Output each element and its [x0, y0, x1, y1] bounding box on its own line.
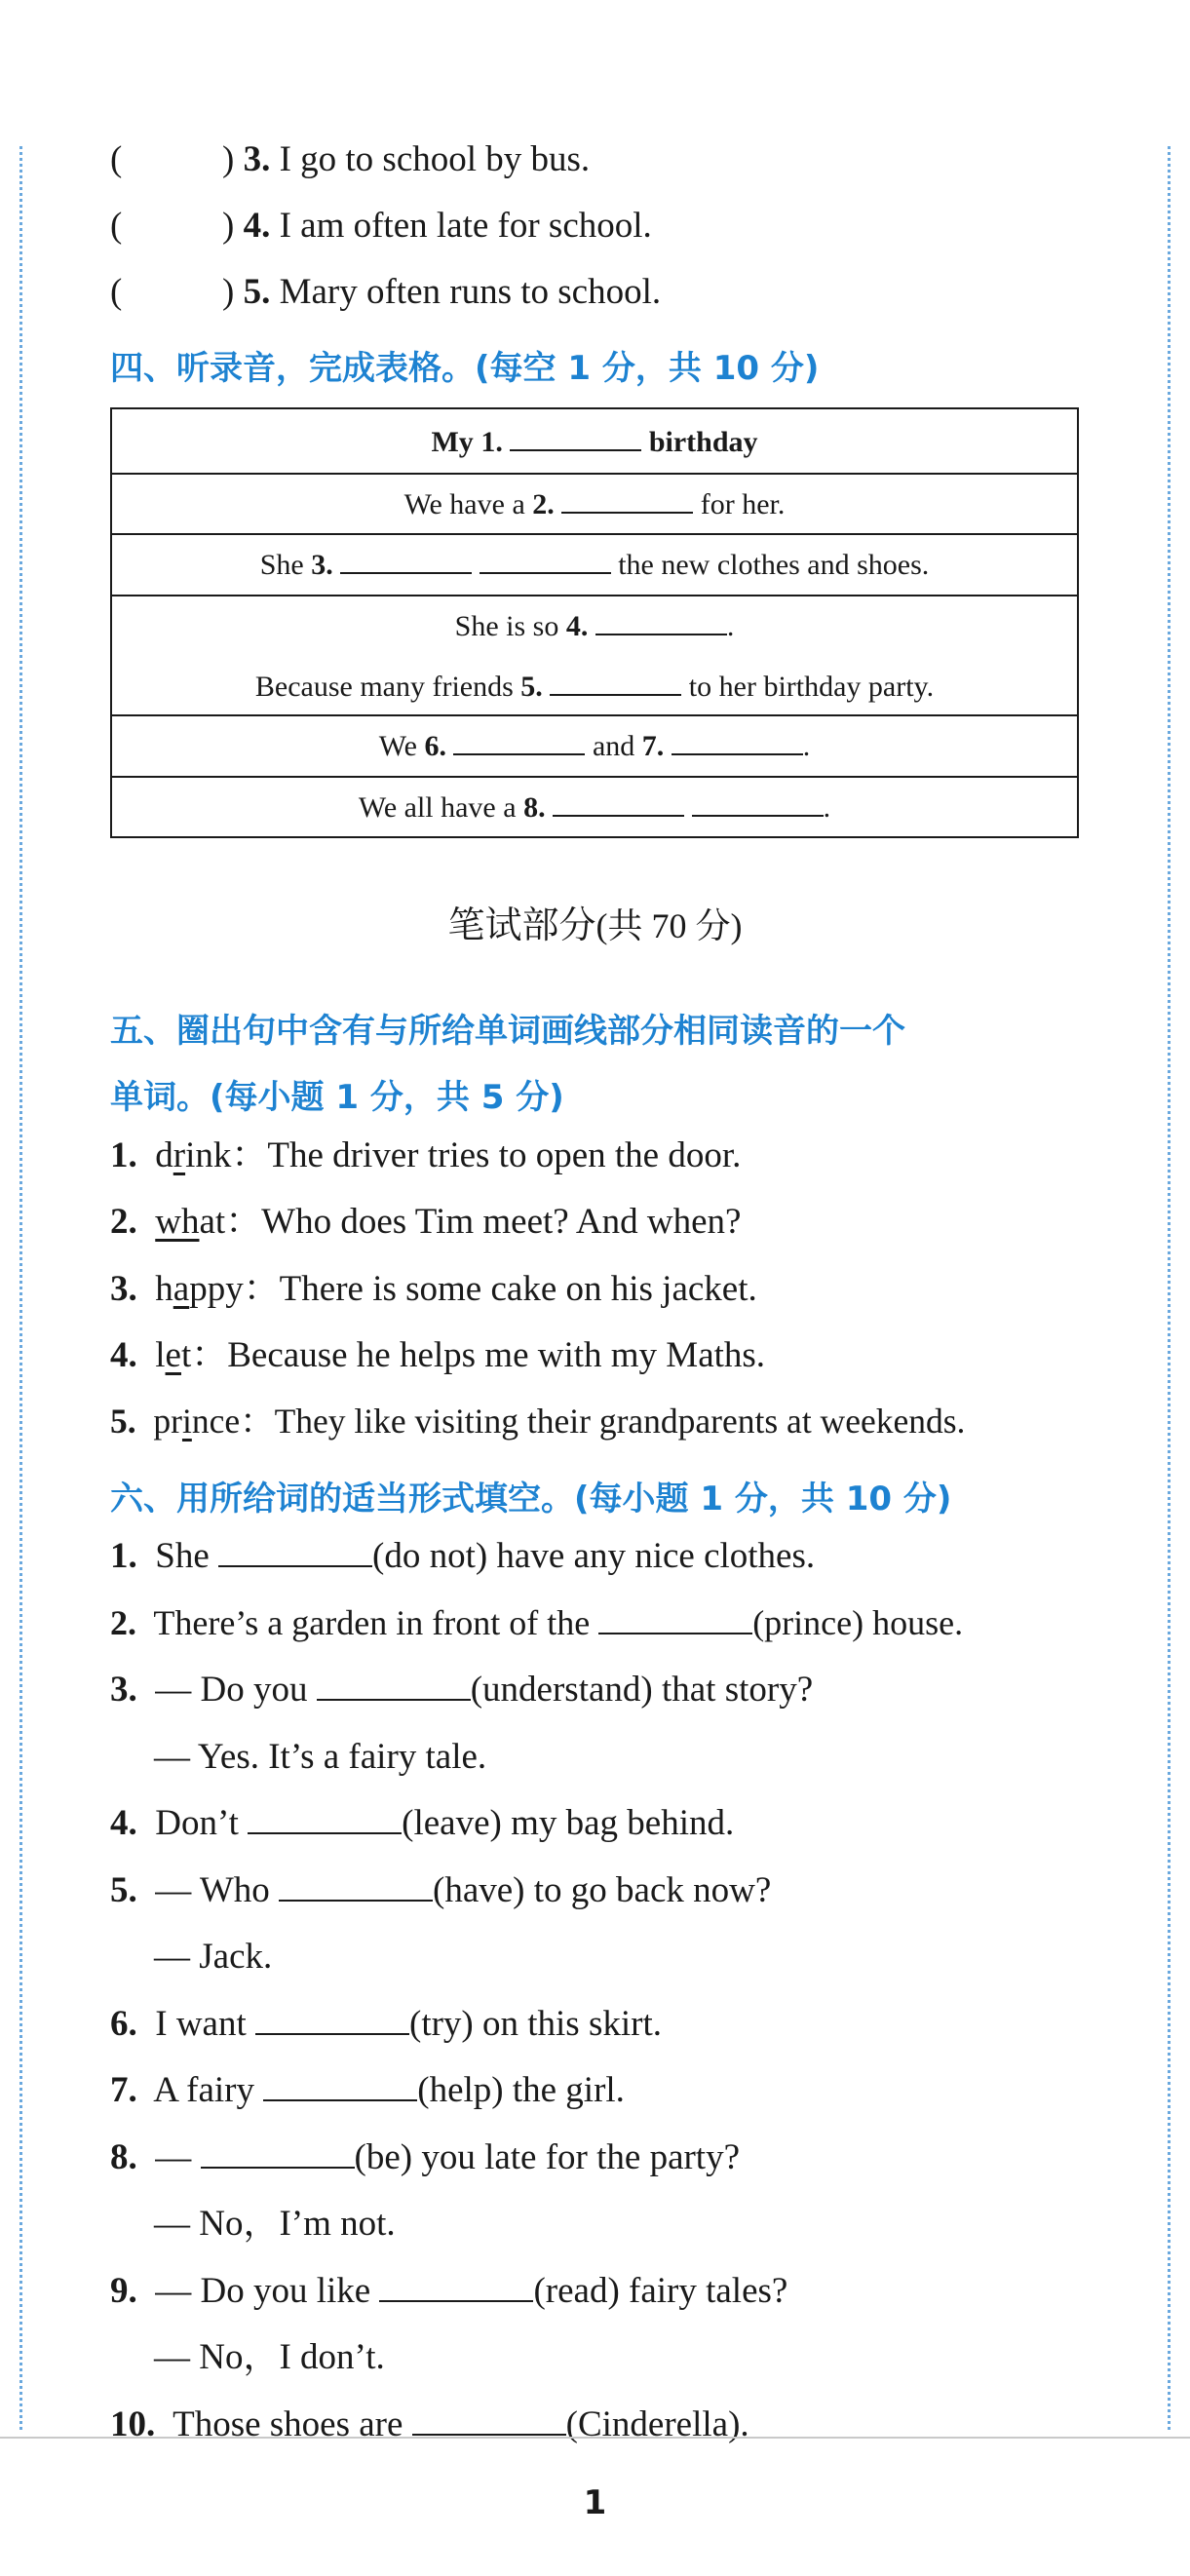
item-number: 4. — [243, 206, 271, 246]
answer-paren-open: ( — [110, 206, 123, 246]
phonics-item-2: 2. what：Who does Tim meet? And when? — [110, 1202, 742, 1242]
item-text: Mary often runs to school. — [279, 272, 662, 312]
answer-blank[interactable] — [317, 1672, 471, 1701]
fill-item-10: 10. Those shoes are (Cinderella). — [110, 2404, 749, 2444]
part-title-points: (共 70 分) — [595, 906, 743, 945]
answer-paren-close: ) — [222, 139, 235, 179]
section-title: 六、用所给词的适当形式填空。 — [110, 1480, 574, 1519]
section-6-heading — [110, 1472, 951, 1519]
answer-blank[interactable] — [598, 1605, 752, 1634]
section-points: (每小题 1 分，共 10 分) — [574, 1480, 952, 1519]
fill-item-2: 2. There’s a garden in front of the (prince) house. — [110, 1603, 964, 1642]
section-title: 四、听录音，完成表格。 — [110, 349, 475, 388]
table-cell: She 3. the new clothes and shoes. — [259, 549, 930, 581]
table-cell: We all have a 8. . — [358, 791, 831, 824]
answer-blank[interactable] — [379, 2273, 533, 2302]
answer-paren-close: ) — [222, 206, 235, 246]
item-text: I go to school by bus. — [279, 139, 591, 179]
answer-blank[interactable] — [561, 488, 693, 514]
item-text: I am often late for school. — [279, 206, 652, 246]
answer-blank[interactable] — [672, 730, 803, 755]
answer-blank[interactable] — [412, 2406, 566, 2436]
listening-item-5 — [110, 274, 661, 310]
answer-blank[interactable] — [218, 1538, 372, 1567]
underlined-letters: i — [181, 1402, 192, 1441]
table-row — [112, 533, 1077, 596]
fill-item-9: 9. — Do you like (read) fairy tales? — [110, 2271, 788, 2311]
fill-item-8: 8. — (be) you late for the party? — [110, 2137, 741, 2177]
fill-item-3-reply: — Yes. It’s a fairy tale. — [154, 1737, 487, 1777]
table-row — [112, 409, 1077, 473]
underlined-letters: wh — [155, 1202, 200, 1242]
item-number: 3. — [243, 139, 271, 179]
fill-item-3: 3. — Do you (understand) that story? — [110, 1670, 814, 1710]
table-cell: We have a 2. for her. — [403, 488, 786, 520]
underlined-letters: a — [173, 1269, 190, 1309]
answer-blank[interactable] — [692, 791, 824, 817]
answer-blank[interactable] — [453, 730, 585, 755]
section-5-heading-line2 — [110, 1070, 564, 1118]
phonics-item-5: 5. prince：They like visiting their grandparents at weekends. — [110, 1402, 966, 1441]
underlined-letters: r — [173, 1135, 186, 1175]
table-cell: My 1. birthday — [431, 426, 758, 458]
table-cell: Because many friends 5. to her birthday party. — [254, 671, 935, 703]
table-row — [112, 776, 1077, 838]
answer-blank[interactable] — [248, 1805, 402, 1834]
table-row — [112, 473, 1077, 535]
left-dotted-margin — [19, 146, 22, 2430]
right-dotted-margin — [1168, 146, 1171, 2430]
fill-item-4: 4. Don’t (leave) my bag behind. — [110, 1803, 735, 1843]
fill-item-7: 7. A fairy (help) the girl. — [110, 2070, 625, 2110]
answer-paren-open: ( — [110, 139, 123, 179]
part-title-text: 笔试部分 — [447, 904, 596, 946]
fill-item-5-reply: — Jack. — [154, 1937, 273, 1977]
section-title: 单词。 — [110, 1078, 210, 1117]
fill-item-9-reply: — No，I don’t. — [154, 2337, 385, 2377]
underlined-letters: e — [165, 1335, 181, 1375]
listening-item-4 — [110, 208, 652, 244]
footer-rule — [0, 2437, 1190, 2439]
section-4-heading — [110, 341, 819, 389]
item-number: 5. — [243, 272, 271, 312]
phonics-item-4: 4. let：Because he helps me with my Maths. — [110, 1335, 766, 1375]
answer-blank[interactable] — [340, 549, 472, 574]
listening-table — [110, 407, 1079, 838]
answer-blank[interactable] — [255, 2006, 409, 2035]
fill-item-6: 6. I want (try) on this skirt. — [110, 2004, 662, 2044]
answer-blank[interactable] — [480, 549, 611, 574]
section-points: (每小题 1 分，共 5 分) — [210, 1078, 564, 1117]
table-cell: She is so 4. . — [454, 610, 735, 642]
answer-blank[interactable] — [553, 791, 684, 817]
table-cell: We 6. and 7. . — [378, 730, 811, 762]
page-number: 1 — [583, 2483, 607, 2522]
section-title: 五、圈出句中含有与所给单词画线部分相同读音的一个 — [110, 1012, 905, 1051]
section-5-heading-line1 — [110, 1004, 905, 1052]
answer-paren-close: ) — [222, 272, 235, 312]
fill-item-5: 5. — Who (have) to go back now? — [110, 1870, 772, 1910]
fill-item-8-reply: — No，I’m not. — [154, 2204, 396, 2244]
phonics-item-1: 1. drink：The driver tries to open the door. — [110, 1135, 742, 1175]
listening-item-3 — [110, 141, 590, 177]
answer-blank[interactable] — [263, 2072, 417, 2101]
section-points: (每空 1 分，共 10 分) — [475, 349, 820, 388]
answer-blank[interactable] — [510, 426, 641, 451]
answer-blank[interactable] — [595, 610, 727, 635]
table-row — [112, 595, 1077, 716]
table-row — [112, 714, 1077, 778]
fill-item-1: 1. She (do not) have any nice clothes. — [110, 1536, 816, 1576]
answer-paren-open: ( — [110, 272, 123, 312]
answer-blank[interactable] — [550, 671, 681, 696]
written-part-title — [0, 895, 1190, 948]
answer-blank[interactable] — [279, 1872, 433, 1902]
answer-blank[interactable] — [201, 2139, 355, 2169]
phonics-item-3: 3. happy：There is some cake on his jacket. — [110, 1269, 757, 1309]
